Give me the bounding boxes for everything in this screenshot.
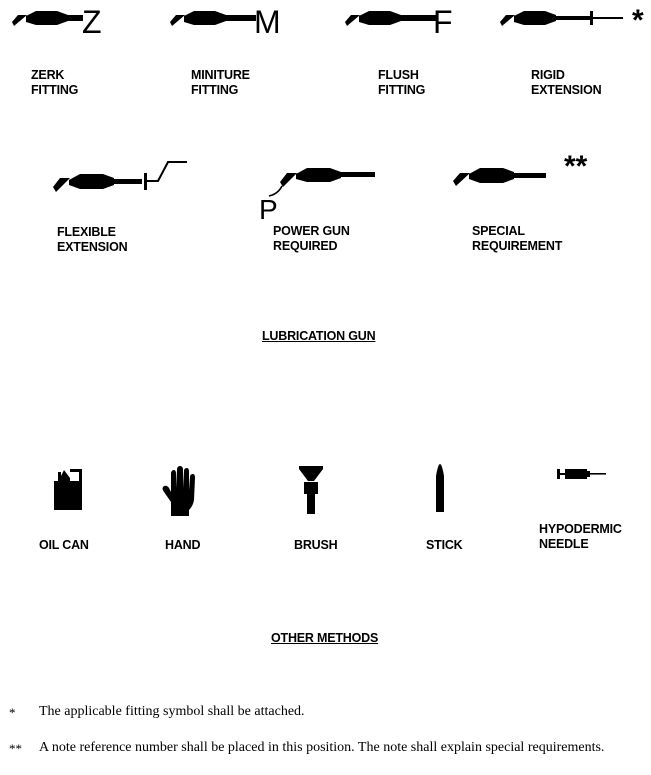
power-gun-letter: P: [259, 194, 278, 220]
section-title-lubrication-gun: LUBRICATION GUN: [262, 329, 376, 343]
section-title-other-methods: OTHER METHODS: [271, 631, 379, 645]
special-requirement-gun-icon: [440, 140, 610, 196]
zerk-fitting-gun-icon: [0, 0, 130, 42]
label-rigid-extension: RIGID EXTENSION: [531, 68, 602, 97]
brush-icon: [296, 464, 326, 516]
zerk-letter: Z: [82, 4, 102, 40]
note-1-mark: *: [9, 705, 16, 720]
rigid-mark: *: [632, 4, 644, 37]
label-flexible-extension: FLEXIBLE EXTENSION: [57, 225, 128, 254]
label-flush-fitting: FLUSH FITTING: [378, 68, 426, 97]
label-hand: HAND: [165, 538, 201, 552]
label-miniture-fitting: MINITURE FITTING: [191, 68, 250, 97]
label-special-requirement: SPECIAL REQUIREMENT: [472, 224, 563, 253]
note-2-mark: **: [9, 741, 22, 756]
label-hypodermic-needle: HYPODERMIC NEEDLE: [539, 522, 622, 551]
miniture-letter: M: [254, 4, 281, 40]
hand-icon: [158, 464, 200, 518]
rigid-extension-gun-icon: [490, 0, 651, 42]
label-brush: BRUSH: [294, 538, 338, 552]
label-zerk-fitting: ZERK FITTING: [31, 68, 79, 97]
label-stick: STICK: [426, 538, 463, 552]
special-mark: **: [564, 150, 588, 183]
oil-can-icon: [50, 468, 90, 514]
note-1-text: The applicable fitting symbol shall be attached.: [39, 704, 305, 719]
stick-icon: [432, 462, 448, 514]
flexible-extension-gun-icon: [40, 150, 200, 200]
power-gun-required-icon: [250, 150, 390, 220]
hypodermic-needle-icon: [556, 464, 608, 484]
flush-fitting-gun-icon: [335, 0, 465, 42]
label-oil-can: OIL CAN: [39, 538, 89, 552]
note-2-text: A note reference number shall be placed in this position. The note shall explain special requirements.: [39, 740, 605, 755]
label-power-gun-required: POWER GUN REQUIRED: [273, 224, 350, 253]
flush-letter: F: [433, 4, 453, 40]
miniture-fitting-gun-icon: [160, 0, 300, 42]
